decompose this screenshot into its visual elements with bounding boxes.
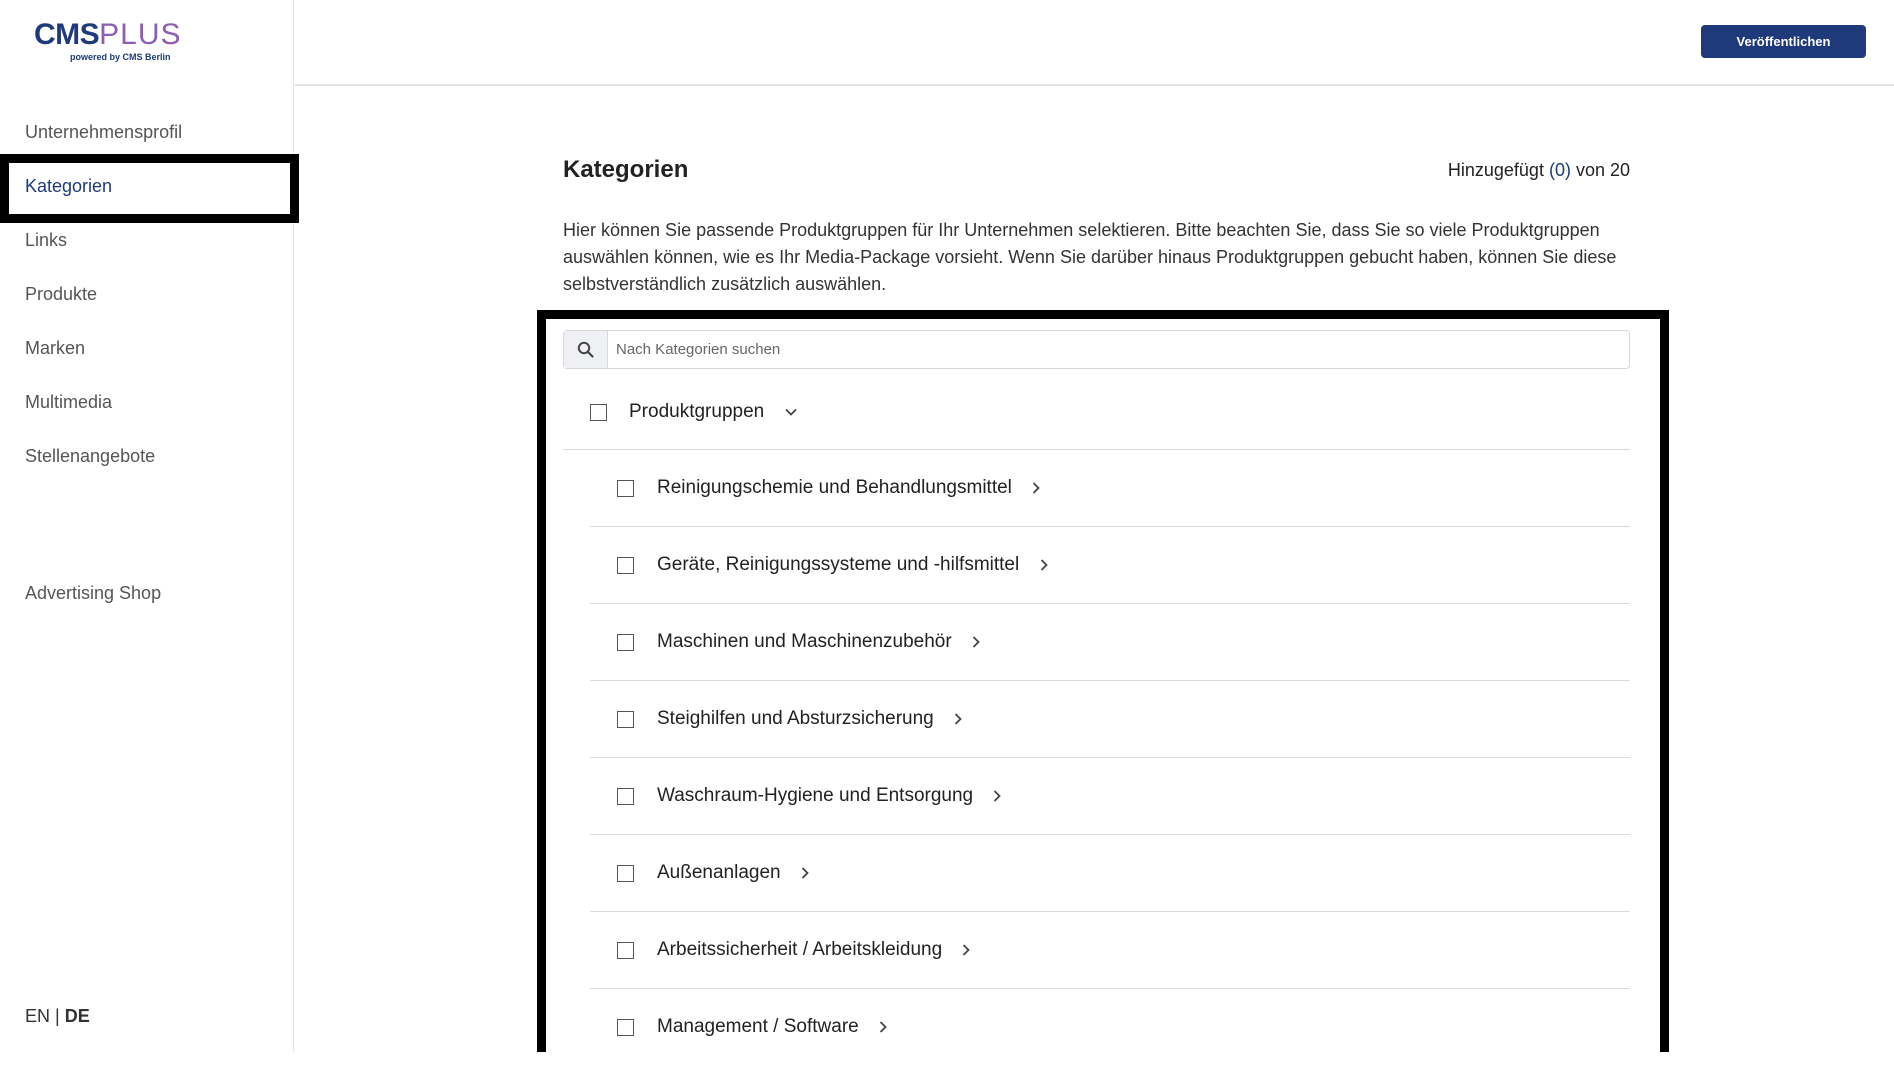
sidebar-item-multimedia[interactable]: Multimedia [25,392,113,412]
logo-brand-plus: PLUS [99,18,182,51]
search-button[interactable] [564,331,608,368]
category-row [590,989,1630,1066]
category-checkbox[interactable] [617,480,634,497]
category-checkbox[interactable] [617,1019,634,1036]
chevron-right-icon [992,789,1002,803]
category-expand[interactable] [657,862,810,884]
category-label: Arbeitssicherheit / Arbeitskleidung [657,939,943,960]
chevron-down-icon [784,407,798,417]
category-label: Geräte, Reinigungssysteme und -hilfsmittel [657,554,1020,575]
chevron-right-icon [953,712,963,726]
category-row [590,758,1630,835]
category-expand[interactable] [657,554,1049,576]
lang-en-link[interactable]: EN [25,1006,51,1026]
category-checkbox[interactable] [617,711,634,728]
chevron-right-icon [971,635,981,649]
publish-button[interactable]: Veröffentlichen [1701,25,1866,58]
top-bar [295,0,1894,86]
category-expand[interactable] [657,939,971,961]
page-description: Hier können Sie passende Produktgruppen für Ihr Unternehmen selektieren. Bitte beachten Sie, dass Sie so viele Produktgruppen auswählen können, wie es Ihr Media-Package vorsieht. Wenn Sie darüber hinaus Produktgruppen gebucht haben, können Sie diese selbstverständlich zusätzlich auswählen. [563,220,1617,294]
category-row [590,527,1630,604]
page-title: Kategorien [563,156,689,183]
category-checkbox[interactable] [617,865,634,882]
sidebar-item-produkte[interactable]: Produkte [25,284,98,304]
category-row [590,912,1630,989]
sidebar-item-stellenangebote[interactable]: Stellenangebote [25,446,156,466]
category-checkbox[interactable] [617,942,634,959]
category-expand[interactable] [657,631,981,653]
cms-plus-logo[interactable] [34,20,184,66]
category-expand[interactable] [657,1016,888,1038]
lang-separator: | [50,1006,65,1026]
category-row [590,835,1630,912]
category-row [590,681,1630,758]
counter-prefix: Hinzugefügt [1447,160,1549,180]
sidebar-item-unternehmensprofil[interactable]: Unternehmensprofil [25,122,183,142]
counter-count: (0) [1548,160,1571,180]
chevron-right-icon [800,866,810,880]
lang-de-link[interactable]: DE [64,1006,90,1026]
category-expand[interactable] [657,477,1041,499]
category-expand[interactable] [657,708,963,730]
category-label: Waschraum-Hygiene und Entsorgung [657,785,974,806]
sidebar-item-links[interactable]: Links [25,230,68,250]
category-label: Reinigungschemie und Behandlungsmittel [657,477,1012,498]
category-checkbox[interactable] [617,634,634,651]
search-input[interactable] [616,331,1616,368]
group-label: Produktgruppen [629,401,765,422]
category-expand[interactable] [657,785,1002,807]
counter-suffix: von 20 [1570,160,1630,180]
category-label: Management / Software [657,1016,859,1037]
category-label: Maschinen und Maschinenzubehör [657,631,952,652]
category-label: Steighilfen und Absturzsicherung [657,708,934,729]
sidebar [0,0,294,1052]
language-switcher [25,1006,90,1027]
category-search [563,330,1630,369]
logo-brand-cms: CMS [34,18,100,51]
category-row [590,604,1630,681]
logo-tagline: powered by CMS Berlin [70,52,171,62]
category-label: Außenanlagen [657,862,781,883]
chevron-right-icon [1039,558,1049,572]
chevron-right-icon [878,1020,888,1034]
group-toggle[interactable] [629,401,798,423]
chevron-right-icon [961,943,971,957]
category-checkbox[interactable] [617,557,634,574]
category-row [590,450,1630,527]
group-row-produktgruppen [563,390,1630,450]
group-checkbox[interactable] [590,404,607,421]
search-icon [577,341,594,358]
selection-counter [1448,160,1630,181]
sidebar-item-kategorien[interactable]: Kategorien [25,176,113,196]
sidebar-item-advertising-shop[interactable]: Advertising Shop [25,583,162,603]
chevron-right-icon [1031,481,1041,495]
sidebar-item-marken[interactable]: Marken [25,338,86,358]
category-checkbox[interactable] [617,788,634,805]
